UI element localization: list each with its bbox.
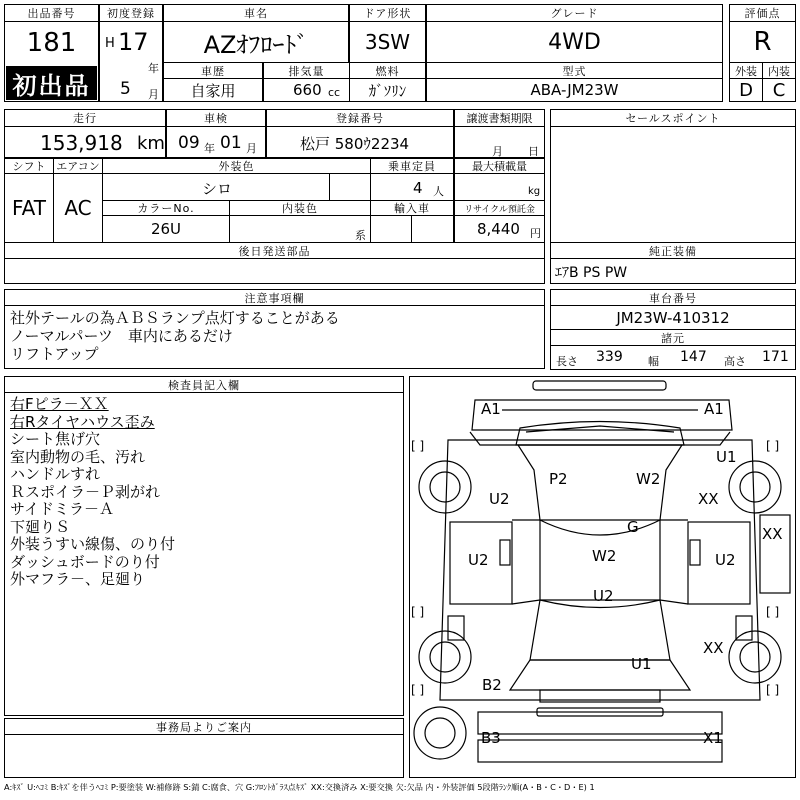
color-number-label: カラーNo. <box>102 200 230 216</box>
inspector-line: 室内動物の毛、汚れ <box>10 447 146 466</box>
inspector-line: サイドミラ－Ａ <box>10 500 114 518</box>
sales-point-box <box>550 109 796 243</box>
mark-u1-front: U1 <box>716 448 737 466</box>
score-label: 評価点 <box>729 4 796 22</box>
transfer-deadline-label: 譲渡書類期限 <box>454 109 545 127</box>
genuine-equipment-label: 純正装備 <box>550 242 796 259</box>
length: 339 <box>596 349 623 365</box>
model-label: 型式 <box>426 62 723 79</box>
inspection-year-unit: 年 <box>204 142 215 155</box>
left-handle <box>500 540 510 565</box>
left-rear-tire <box>419 631 471 683</box>
inspector-line: ハンドルすれ <box>10 465 101 483</box>
chassis-number: JM23W-410312 <box>550 305 796 330</box>
color-number: 26U <box>102 215 230 243</box>
registration-number: 松戸 580ｳ2234 <box>300 135 410 153</box>
inspector-line: 右Fピラ－ＸＸ <box>10 395 109 413</box>
displacement: 660 <box>293 81 322 99</box>
door-type: 3SW <box>349 21 426 63</box>
inspector-label: 検査員記入欄 <box>4 376 404 393</box>
model: ABA-JM23W <box>426 78 723 102</box>
fuel-label: 燃料 <box>349 62 426 79</box>
inspection-year: 09 <box>178 133 200 153</box>
month-unit: 月 <box>148 88 159 101</box>
registration-number-label: 登録番号 <box>266 109 454 127</box>
mileage: 153,918 <box>40 131 123 155</box>
mark-b3: B3 <box>481 729 501 747</box>
aircon-label: エアコン <box>53 158 103 174</box>
shift: FAT <box>4 173 54 243</box>
aircon: AC <box>53 173 103 243</box>
right-rear-tire <box>729 631 781 683</box>
inspection-month: 01 <box>220 133 242 153</box>
mark-a1-left: A1 <box>481 400 501 418</box>
grade-label: グレード <box>426 4 723 22</box>
later-parts-box <box>4 258 545 284</box>
notes-label: 注意事項欄 <box>4 289 545 306</box>
first-registration-label: 初度登録 <box>99 4 163 22</box>
legend: A:ｷｽﾞ U:ﾍｺﾐ B:ｷｽﾞを伴うﾍｺﾐ P:要塗装 W:補修跡 S:錆 C:腐食、穴 G:ﾌﾛﾝﾄｶﾞﾗｽ点ｷｽﾞ XX:交換済み X:要交換 欠:欠品 内・外装評価 5段階ﾗﾝｸ順(A・B・C・D・E) 1 <box>4 782 595 792</box>
car-diagram <box>409 376 796 778</box>
transfer-day-unit: 日 <box>528 145 539 158</box>
exterior-color: シロ <box>202 180 233 198</box>
recycle-label: リサイクル預託金 <box>454 200 545 216</box>
inspector-line: 外装うすい線傷、のり付 <box>10 535 176 553</box>
year-unit: 年 <box>148 62 159 75</box>
later-parts-label: 後日発送部品 <box>4 242 545 259</box>
interior-color-label: 内装色 <box>229 200 371 216</box>
chassis-number-label: 車台番号 <box>550 289 796 306</box>
bracket-right-1: [ ] <box>766 439 780 453</box>
inspector-line: Ｒスポイラ－Ｐ剥がれ <box>10 482 161 501</box>
exterior-label: 外装 <box>729 62 763 79</box>
displacement-label: 排気量 <box>263 62 350 79</box>
body-outline <box>440 440 760 700</box>
mark-w2-center: W2 <box>592 547 617 565</box>
capacity-unit: 人 <box>433 185 444 198</box>
hood-edge <box>470 432 730 445</box>
import-box-a <box>370 215 412 243</box>
mark-xx-right-front: XX <box>698 490 719 508</box>
max-load-label: 最大積載量 <box>454 158 545 174</box>
bracket-left-1: [ ] <box>411 439 425 453</box>
bracket-right-3: [ ] <box>766 683 780 697</box>
capacity-label: 乗車定員 <box>370 158 454 174</box>
history: 自家用 <box>163 78 263 102</box>
inspection-month-unit: 月 <box>246 142 257 155</box>
rear-cabin-outline <box>530 600 670 660</box>
width: 147 <box>680 349 707 365</box>
rear-step-outline <box>478 740 722 762</box>
shift-label: シフト <box>4 158 54 174</box>
mark-g: G <box>627 518 639 536</box>
note-line: ノーマルパーツ 車内にあるだけ <box>10 327 233 345</box>
mark-x1: X1 <box>703 729 723 747</box>
fuel: ｶﾞｿﾘﾝ <box>349 78 426 102</box>
inspector-line: 下廻りＳ <box>10 517 71 536</box>
mark-u1-rear: U1 <box>631 655 652 673</box>
mark-b2: B2 <box>482 676 502 694</box>
inspection-label: 車検 <box>166 109 266 127</box>
inspector-line: シート焦げ穴 <box>10 430 101 448</box>
mark-u2-right-mid: U2 <box>715 551 736 569</box>
import-box-b <box>411 215 454 243</box>
interior-color-box <box>229 215 371 243</box>
lot-number-label: 出品番号 <box>4 4 99 22</box>
mark-p2: P2 <box>549 470 568 488</box>
spec-label: 諸元 <box>550 329 796 346</box>
spec-box <box>550 345 796 370</box>
first-listing-badge: 初出品 <box>6 66 97 100</box>
width-label: 幅 <box>648 355 659 368</box>
height: 171 <box>762 349 789 365</box>
length-label: 長さ <box>556 355 578 368</box>
lot-number: 181 <box>26 28 77 58</box>
interior-score: C <box>762 78 796 102</box>
score: R <box>729 21 796 63</box>
mark-u2-left-mid: U2 <box>468 551 489 569</box>
tailgate-outline <box>510 660 690 690</box>
mark-w2-top: W2 <box>636 470 661 488</box>
windshield-outline <box>516 422 684 446</box>
grade: 4WD <box>426 21 723 63</box>
mark-xx-right-rear: XX <box>703 639 724 657</box>
rear-bumper-outline <box>478 712 722 734</box>
bracket-right-2: [ ] <box>766 605 780 619</box>
mark-a1-right: A1 <box>704 400 724 418</box>
first-registration-month: 5 <box>120 79 131 99</box>
inspector-line: ダッシュボードのり付 <box>10 552 160 571</box>
front-panel-outline <box>472 400 732 430</box>
car-name: AZｵﾌﾛｰﾄﾞ <box>163 21 349 63</box>
first-registration-year: 17 <box>118 28 149 56</box>
history-label: 車歴 <box>163 62 263 79</box>
mileage-label: 走行 <box>4 109 166 127</box>
sales-point-label: セールスポイント <box>550 109 796 127</box>
bracket-left-2: [ ] <box>411 605 425 619</box>
exterior-score: D <box>729 78 763 102</box>
front-bumper-outline <box>533 381 666 390</box>
spare-tire <box>414 707 466 759</box>
exterior-color-box-2 <box>329 173 371 201</box>
max-load-unit: kg <box>528 186 541 197</box>
note-line: 社外テールの為ＡＢＳランプ点灯することがある <box>10 309 340 327</box>
car-name-label: 車名 <box>163 4 349 22</box>
exterior-color-label: 外装色 <box>102 158 371 174</box>
right-front-tire <box>729 461 781 513</box>
import-label: 輸入車 <box>370 200 454 216</box>
right-handle <box>690 540 700 565</box>
interior-label: 内装 <box>762 62 796 79</box>
recycle-unit: 円 <box>530 227 541 240</box>
office-label: 事務局よりご案内 <box>4 718 404 735</box>
mark-u2-left-front: U2 <box>489 490 510 508</box>
left-front-tire <box>419 461 471 513</box>
note-line: リフトアップ <box>10 345 99 363</box>
inspector-line: 右Rタイヤハウス歪み <box>10 412 155 431</box>
era: H <box>105 36 115 51</box>
capacity: 4 <box>413 179 423 197</box>
inspector-line: 外マフラ－、足廻り <box>10 570 146 588</box>
displacement-unit: cc <box>328 86 341 99</box>
interior-color-unit: 系 <box>355 229 366 242</box>
height-label: 高さ <box>724 355 746 368</box>
genuine-equipment: ｴｱB PS PW <box>555 265 628 281</box>
transfer-month-unit: 月 <box>492 145 503 158</box>
door-label: ドア形状 <box>349 4 426 22</box>
mileage-unit: km <box>137 133 165 154</box>
bracket-left-3: [ ] <box>411 683 425 697</box>
mark-u2-center: U2 <box>593 587 614 605</box>
mark-xx-right-side: XX <box>762 525 783 543</box>
wiper-line <box>526 426 674 432</box>
recycle-deposit: 8,440 <box>477 220 520 238</box>
